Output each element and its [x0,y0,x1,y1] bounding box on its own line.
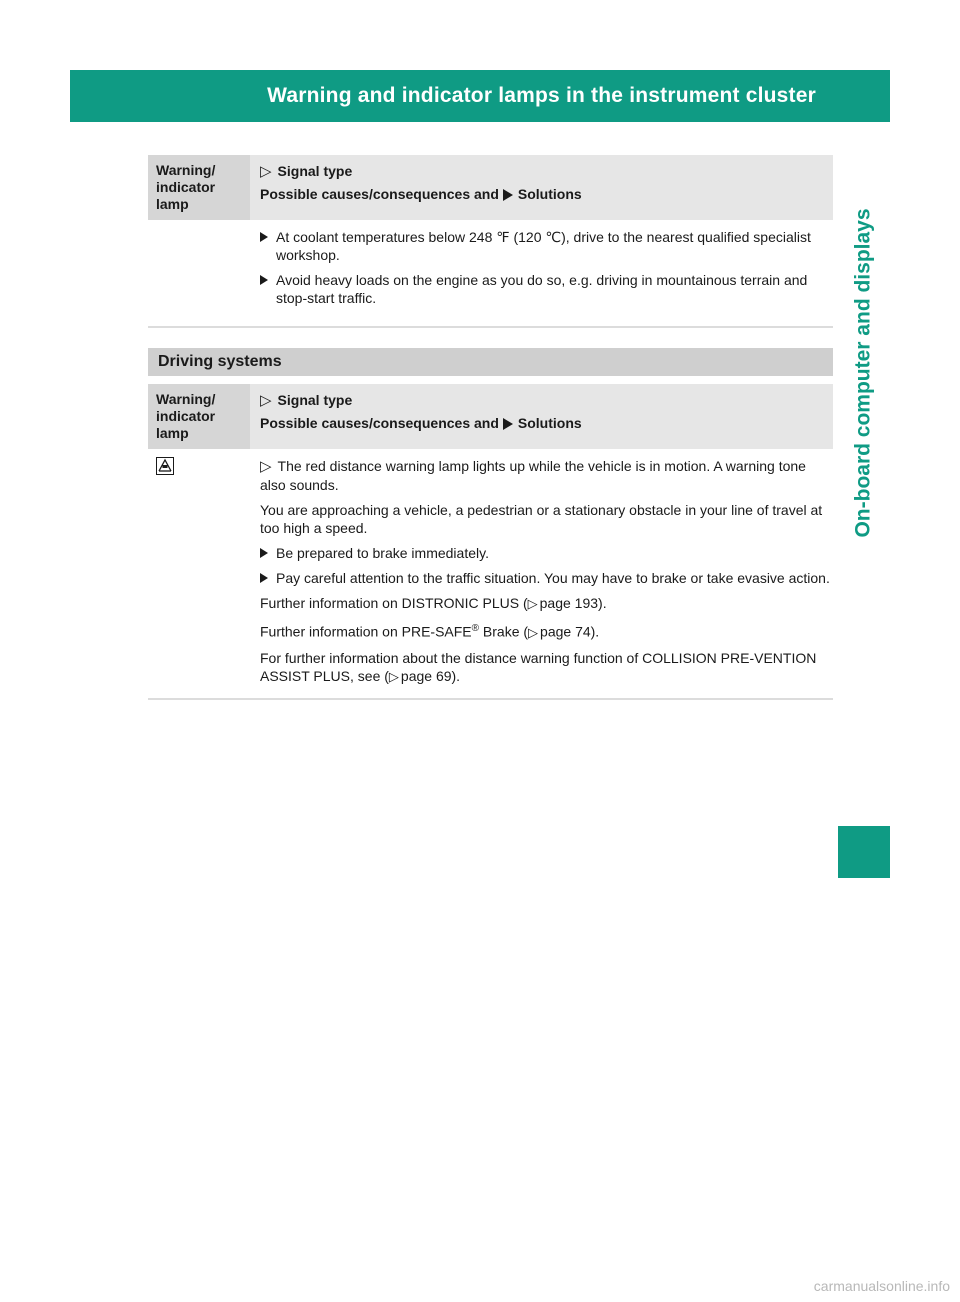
table-row [148,449,833,700]
solutions-label: Solutions [517,186,582,202]
distance-warning-lamp-icon [156,457,174,475]
page-header [70,70,950,122]
column-header-lamp: Warning/ indicator lamp [148,155,250,220]
step-arrow-icon [260,548,268,558]
section-heading: Driving systems [148,348,833,376]
coolant-table [148,155,833,328]
details-cell [250,449,833,698]
solution-step: Pay careful attention to the traffic situation. You may have to brake or take evasive action. [260,569,833,587]
possible-causes-label: Possible causes/consequences and [260,415,499,431]
page-ref-icon: ▷ [527,596,538,611]
step-arrow-icon [260,275,268,285]
chapter-side-tab [838,138,890,608]
possible-causes-label: Possible causes/consequences and [260,186,499,202]
column-header-details [250,155,833,220]
page-link[interactable]: page 74 [540,623,591,640]
page-number: 327 [914,84,950,107]
signal-type-label: Signal type [277,392,353,408]
table-row [148,220,833,328]
signal-type-icon: ▷ [260,163,272,180]
table-header [148,155,833,220]
solution-step: Avoid heavy loads on the engine as you do so, e.g. driving in mountainous terrain and stop-start traffic. [260,271,833,307]
column-header-lamp: Warning/ indicator lamp [148,384,250,449]
watermark: carmanualsonline.info [813,1278,950,1294]
further-info-distronic: Further information on DISTRONIC PLUS (▷ page 193). [260,595,607,611]
page-ref-icon: ▷ [528,624,539,640]
page-title: Warning and indicator lamps in the instrument cluster [267,84,816,107]
solution-arrow-icon [503,189,513,201]
driving-systems-table [148,384,833,700]
signal-type-label: Signal type [277,163,353,179]
step-arrow-icon [260,232,268,242]
solutions-label: Solutions [517,415,582,431]
page-link[interactable]: page 193 [539,595,599,611]
further-info-collision: For further information about the distance warning function of COLLISION PRE-VENTION ASSIST PLUS, see (▷ page 69). [260,649,817,684]
lamp-cell [148,220,250,326]
cause-description: You are approaching a vehicle, a pedestrian or a stationary obstacle in your line of travel at too high a speed. [260,502,823,536]
page-link[interactable]: page 69 [400,667,452,684]
column-header-details [250,384,833,449]
further-info-presafe: Further information on PRE-SAFE® Brake (▷ page 74). [260,623,600,640]
signal-type-icon: ▷ [260,392,272,409]
solution-step: At coolant temperatures below 248 ℉ (120 ℃), drive to the nearest qualified specialist workshop. [260,228,833,264]
step-arrow-icon [260,573,268,583]
solution-step: Be prepared to brake immediately. [260,544,833,562]
signal-type-icon: ▷ [260,458,272,475]
chapter-label: On-board computer and displays [852,208,875,538]
details-cell [250,220,833,326]
signal-description: ▷ The red distance warning lamp lights up while the vehicle is in motion. A warning tone also sounds. [260,458,806,493]
solution-arrow-icon [503,418,513,430]
page-ref-icon: ▷ [388,668,399,684]
table-header [148,384,833,449]
chapter-marker [838,826,890,878]
lamp-cell [148,449,250,698]
